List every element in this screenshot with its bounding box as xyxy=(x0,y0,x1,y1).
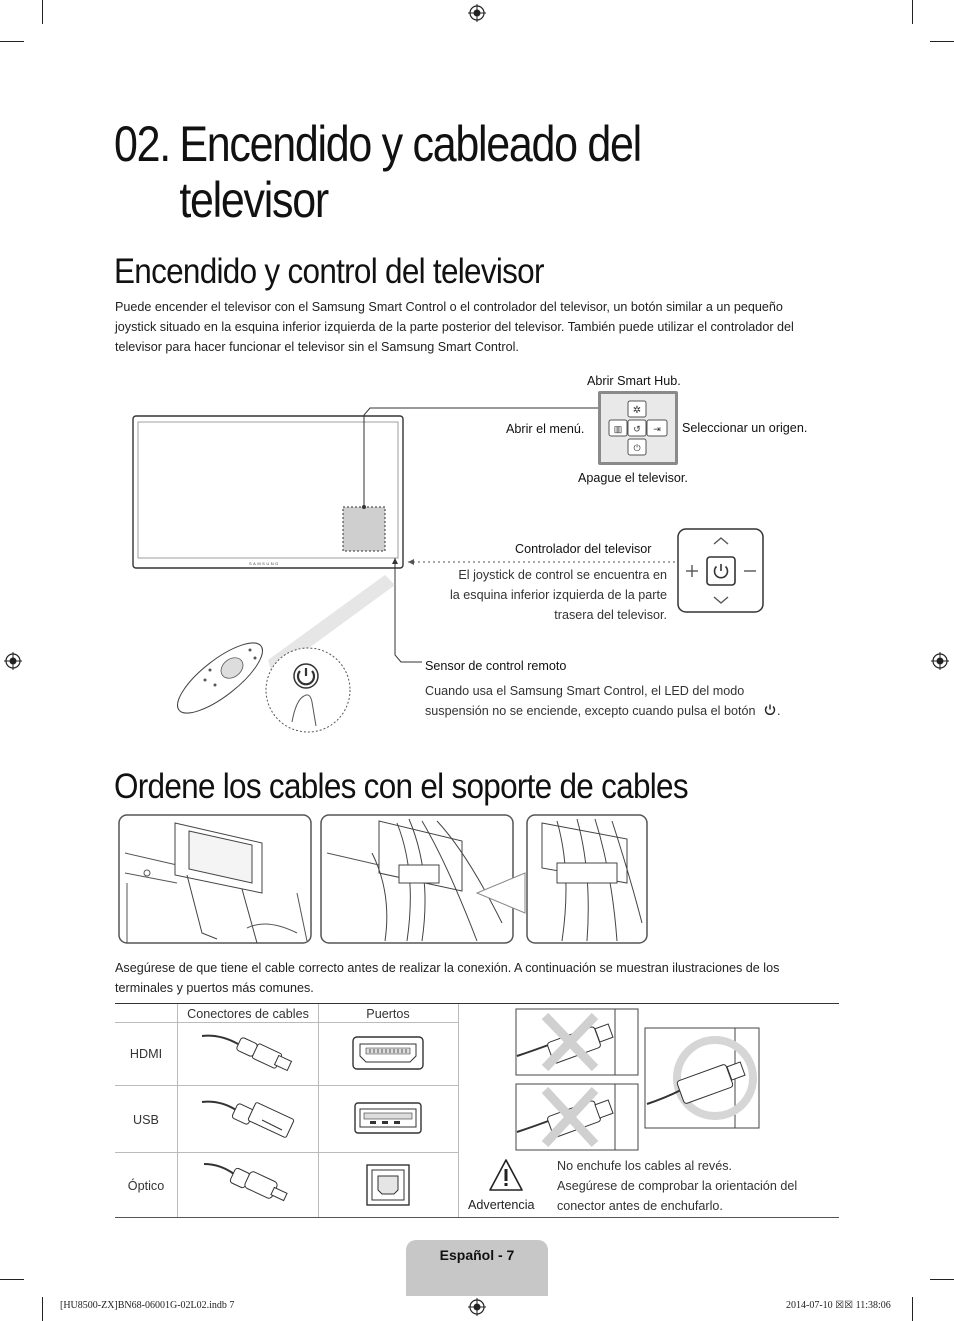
crop-mark xyxy=(930,1279,954,1280)
usb-connector-icon xyxy=(200,1094,300,1148)
sensor-title: Sensor de control remoto xyxy=(425,659,567,673)
crop-mark xyxy=(912,0,913,24)
sensor-desc-end: . xyxy=(776,704,781,718)
registration-mark-icon xyxy=(4,652,22,670)
chapter-number: 02. xyxy=(114,116,170,172)
registration-mark-icon xyxy=(931,652,949,670)
warning-icon xyxy=(488,1158,524,1192)
col-header-connectors: Conectores de cables xyxy=(187,1007,309,1021)
hdmi-connector-icon xyxy=(200,1028,300,1080)
optical-connector-icon xyxy=(200,1160,300,1210)
page-number: Español - 7 xyxy=(439,1247,515,1263)
smart-hub-icon xyxy=(598,391,599,392)
hdmi-port-icon xyxy=(352,1036,424,1070)
tv-brand-logo: SAMSUNG xyxy=(249,561,280,566)
svg-text:⏻: ⏻ xyxy=(633,443,641,453)
label-select-source: Seleccionar un origen. xyxy=(682,421,808,435)
svg-text:⇥: ⇥ xyxy=(653,424,661,434)
table-bottom-rule xyxy=(115,1217,839,1218)
sensor-description xyxy=(425,681,825,721)
chapter-title xyxy=(114,116,641,228)
col-header-ports: Puertos xyxy=(366,1007,410,1021)
cable-orientation-illustration xyxy=(515,1008,761,1152)
chapter-title-line2: televisor xyxy=(179,172,328,228)
chapter-title-line1: Encendido y cableado del xyxy=(179,116,641,172)
label-open-smart-hub: Abrir Smart Hub. xyxy=(587,374,681,388)
crop-mark xyxy=(930,41,954,42)
label-open-menu: Abrir el menú. xyxy=(506,422,585,436)
registration-mark-icon xyxy=(468,1298,486,1316)
controller-title: Controlador del televisor xyxy=(515,542,652,556)
warning-line: conector antes de enchufarlo. xyxy=(557,1199,723,1213)
print-info-date: 2014-07-10 ☒☒ 11:38:06 xyxy=(786,1300,891,1311)
registration-mark-icon xyxy=(468,4,486,22)
row-label-hdmi: HDMI xyxy=(129,1047,163,1061)
row-label-usb: USB xyxy=(133,1113,159,1127)
svg-text:↺: ↺ xyxy=(633,424,641,434)
crop-mark xyxy=(0,1279,24,1280)
svg-text:▥: ▥ xyxy=(613,424,623,434)
optical-port-icon xyxy=(366,1164,410,1206)
print-info-file: [HU8500-ZX]BN68-06001G-02L02.indb 7 xyxy=(60,1300,235,1311)
joystick-controller-icon xyxy=(677,528,765,614)
usb-port-icon xyxy=(354,1102,422,1134)
sensor-desc-line: suspensión no se enciende, excepto cuando pulsa el botón xyxy=(425,704,756,718)
table-top-rule xyxy=(115,1003,839,1004)
section-intro-cables: Asegúrese de que tiene el cable correcto antes de realizar la conexión. A continuación se muestran ilustraciones de los terminales y puertos más comunes. xyxy=(115,961,780,995)
warning-line: Asegúrese de comprobar la orientación del xyxy=(557,1179,798,1193)
warning-text xyxy=(557,1156,837,1216)
warning-label: Advertencia xyxy=(468,1198,535,1212)
section-intro-power: Puede encender el televisor con el Samsung Smart Control o el controlador del televisor, un botón similar a un pequeño joystick situado en la esquina inferior izquierda de la parte posterior del televisor. También puede utilizar el controlador del televisor para hacer funcionar el televisor sin el Samsung Smart Control. xyxy=(115,300,794,354)
power-icon xyxy=(763,703,777,717)
section-heading-power: Encendido y control del televisor xyxy=(114,252,544,291)
controller-desc-line: la esquina inferior izquierda de la parte xyxy=(449,588,667,602)
label-power-off: Apague el televisor. xyxy=(578,471,688,485)
cable-holder-illustrations xyxy=(117,813,649,947)
warning-line: No enchufe los cables al revés. xyxy=(557,1159,733,1173)
controller-desc-line: El joystick de control se encuentra en xyxy=(458,568,667,582)
remote-button-panel xyxy=(598,391,678,465)
row-label-optical: Óptico xyxy=(127,1179,165,1193)
crop-mark xyxy=(42,0,43,24)
section-heading-cables: Ordene los cables con el soporte de cables xyxy=(114,767,688,806)
controller-desc-line: trasera del televisor. xyxy=(554,608,667,622)
controller-description xyxy=(420,565,667,625)
crop-mark xyxy=(0,41,24,42)
svg-text:✲: ✲ xyxy=(632,405,642,416)
crop-mark xyxy=(912,1297,913,1321)
crop-mark xyxy=(42,1297,43,1321)
sensor-desc-line: Cuando usa el Samsung Smart Control, el LED del modo xyxy=(425,684,745,698)
